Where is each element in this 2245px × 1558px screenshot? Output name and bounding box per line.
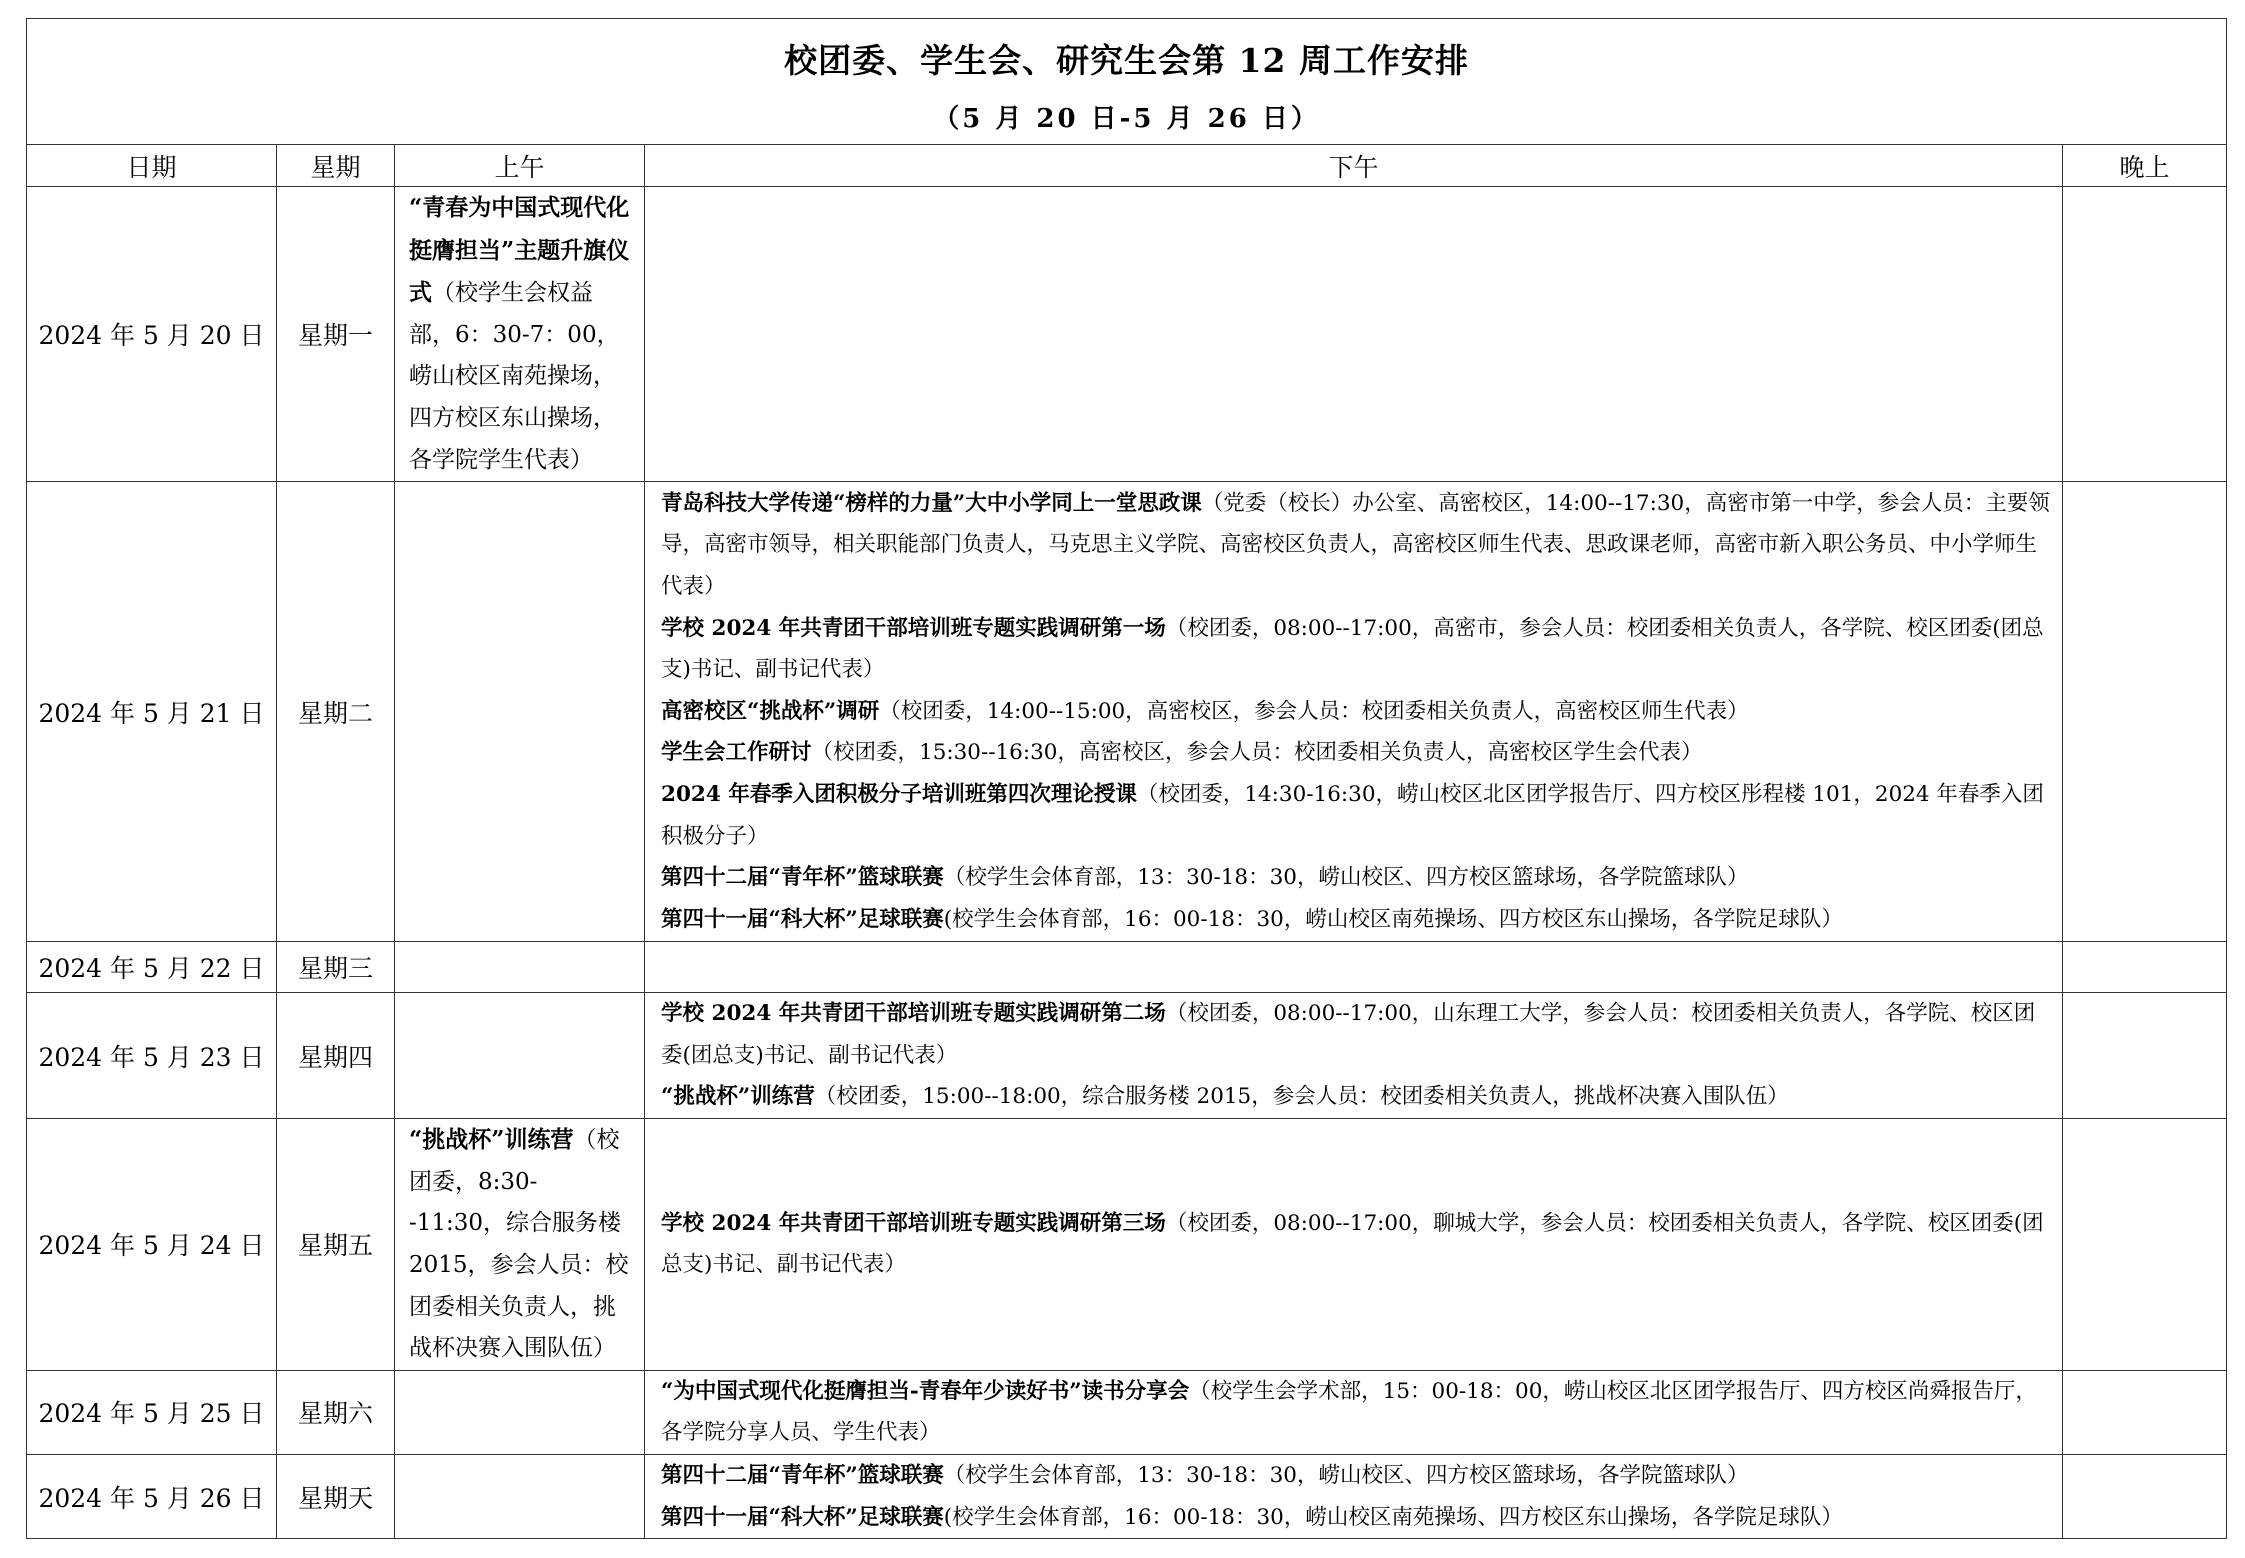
evening-cell [2063, 482, 2227, 942]
event-title: “挑战杯”训练营 [661, 1084, 815, 1110]
event-title: 第四十一届“科大杯”足球联赛 [661, 906, 944, 932]
date-cell: 2024 年 5 月 22 日 [27, 942, 277, 993]
event-details: （校学生会体育部，13：30-18：30，崂山校区、四方校区篮球场，各学院篮球队） [943, 865, 1749, 891]
event-details: （校团委，8:30--11:30，综合服务楼 2015，参会人员：校团委相关负责人，挑战杯决赛入围队伍） [409, 1127, 629, 1362]
table-row [27, 482, 2227, 942]
table-row [27, 1119, 2227, 1371]
event-item [661, 608, 2050, 691]
event-details: （校团委，08:00--17:00，聊城大学，参会人员：校团委相关负责人，各学院、校区团委(团总支)书记、副书记代表） [661, 1210, 2044, 1278]
event-item [661, 1497, 2050, 1539]
table-row [27, 1454, 2227, 1538]
weekday-cell: 星期三 [277, 942, 395, 993]
morning-cell [395, 942, 645, 993]
date-cell: 2024 年 5 月 25 日 [27, 1370, 277, 1454]
weekday-cell: 星期六 [277, 1370, 395, 1454]
event-title: 2024 年春季入团积极分子培训班第四次理论授课 [661, 782, 1137, 808]
table-row [27, 187, 2227, 482]
event-title: “为中国式现代化挺膺担当-青春年少读好书”读书分享会 [661, 1378, 1190, 1404]
schedule-table [26, 18, 2227, 1539]
title-cell [27, 19, 2227, 145]
header-morning: 上午 [395, 145, 645, 187]
weekday-cell: 星期四 [277, 993, 395, 1119]
event-title: 青岛科技大学传递“榜样的力量”大中小学同上一堂思政课 [661, 490, 1202, 516]
date-cell: 2024 年 5 月 23 日 [27, 993, 277, 1119]
morning-cell [395, 993, 645, 1119]
afternoon-cell [645, 1119, 2063, 1371]
morning-cell [395, 1119, 645, 1371]
evening-cell [2063, 942, 2227, 993]
date-cell: 2024 年 5 月 20 日 [27, 187, 277, 482]
page-subtitle: （5 月 20 日-5 月 26 日） [933, 103, 1320, 134]
event-item [661, 993, 2050, 1076]
evening-cell [2063, 187, 2227, 482]
date-cell: 2024 年 5 月 21 日 [27, 482, 277, 942]
weekday-cell: 星期一 [277, 187, 395, 482]
morning-cell [395, 482, 645, 942]
event-item [661, 899, 2050, 941]
weekday-cell: 星期天 [277, 1454, 395, 1538]
afternoon-cell [645, 1370, 2063, 1454]
event-item [661, 1076, 2050, 1118]
event-title: “青春为中国式现代化挺膺担当”主题升旗仪式 [409, 194, 630, 307]
event-details: （校团委，14:00--15:00，高密校区，参会人员：校团委相关负责人，高密校区师生代表） [879, 698, 1749, 724]
event-details: （校学生会体育部，13：30-18：30，崂山校区、四方校区篮球场，各学院篮球队） [943, 1462, 1749, 1488]
event-details: （校学生会学术部，15：00-18：00，崂山校区北区团学报告厅、四方校区尚舜报告厅，各学院分享人员、学生代表） [661, 1378, 2037, 1446]
header-evening: 晚上 [2063, 145, 2227, 187]
event-item [661, 483, 2050, 608]
evening-cell [2063, 993, 2227, 1119]
header-weekday: 星期 [277, 145, 395, 187]
weekday-cell: 星期二 [277, 482, 395, 942]
weekday-cell: 星期五 [277, 1119, 395, 1371]
evening-cell [2063, 1119, 2227, 1371]
event-details: （党委（校长）办公室、高密校区，14:00--17:30，高密市第一中学，参会人员：主要领导，高密市领导，相关职能部门负责人，马克思主义学院、高密校区负责人，高密校区师生代表、思政课老师，高密市新入职公务员、中小学师生代表） [661, 490, 2050, 600]
event-item [661, 691, 2050, 733]
event-item [661, 1455, 2050, 1497]
event-title: 第四十二届“青年杯”篮球联赛 [661, 865, 944, 891]
event-title: 学生会工作研讨 [661, 740, 812, 766]
event-item [661, 1371, 2050, 1454]
page-title: 校团委、学生会、研究生会第 12 周工作安排 [784, 40, 1469, 80]
event-title: 第四十一届“科大杯”足球联赛 [661, 1504, 944, 1530]
afternoon-cell [645, 482, 2063, 942]
header-date: 日期 [27, 145, 277, 187]
schedule-sheet [26, 18, 2226, 1539]
event-details: （校团委，14:30-16:30，崂山校区北区团学报告厅、四方校区彤程楼 101，2024 年春季入团积极分子） [661, 782, 2044, 849]
evening-cell [2063, 1454, 2227, 1538]
event-item [661, 774, 2050, 857]
table-row [27, 993, 2227, 1119]
event-title: 学校 2024 年共青团干部培训班专题实践调研第二场 [661, 1001, 1166, 1027]
event-item [661, 1203, 2050, 1286]
afternoon-cell [645, 993, 2063, 1119]
header-afternoon: 下午 [645, 145, 2063, 187]
afternoon-cell [645, 187, 2063, 482]
evening-cell [2063, 1370, 2227, 1454]
event-item [661, 732, 2050, 774]
header-row [27, 145, 2227, 187]
event-details: (校学生会体育部，16：00-18：30，崂山校区南苑操场、四方校区东山操场，各学院足球队） [943, 1504, 1843, 1530]
event-details: （校团委，08:00--17:00，高密市，参会人员：校团委相关负责人，各学院、校区团委(团总支)书记、副书记代表） [661, 615, 2044, 683]
morning-cell [395, 1370, 645, 1454]
table-row [27, 942, 2227, 993]
event-details: （校学生会权益部，6：30-7：00，崂山校区南苑操场，四方校区东山操场，各学院学生代表） [409, 280, 620, 473]
afternoon-cell [645, 942, 2063, 993]
morning-cell [395, 1454, 645, 1538]
event-details: （校团委，15:30--16:30，高密校区，参会人员：校团委相关负责人，高密校区学生会代表） [811, 740, 1703, 766]
title-row [27, 19, 2227, 145]
event-title: 第四十二届“青年杯”篮球联赛 [661, 1462, 944, 1488]
event-details: （校团委，08:00--17:00，山东理工大学，参会人员：校团委相关负责人，各学院、校区团委(团总支)书记、副书记代表） [661, 1001, 2036, 1068]
date-cell: 2024 年 5 月 24 日 [27, 1119, 277, 1371]
event-details: (校学生会体育部，16：00-18：30，崂山校区南苑操场、四方校区东山操场，各学院足球队） [943, 906, 1843, 932]
date-cell: 2024 年 5 月 26 日 [27, 1454, 277, 1538]
event-title: 高密校区“挑战杯”调研 [661, 698, 880, 724]
afternoon-cell [645, 1454, 2063, 1538]
event-item [661, 857, 2050, 899]
event-title: 学校 2024 年共青团干部培训班专题实践调研第三场 [661, 1210, 1166, 1236]
table-row [27, 1370, 2227, 1454]
event-title: “挑战杯”训练营 [409, 1126, 574, 1154]
morning-cell [395, 187, 645, 482]
event-details: （校团委，15:00--18:00，综合服务楼 2015，参会人员：校团委相关负责人，挑战杯决赛入围队伍） [814, 1084, 1789, 1110]
event-title: 学校 2024 年共青团干部培训班专题实践调研第一场 [661, 615, 1166, 641]
